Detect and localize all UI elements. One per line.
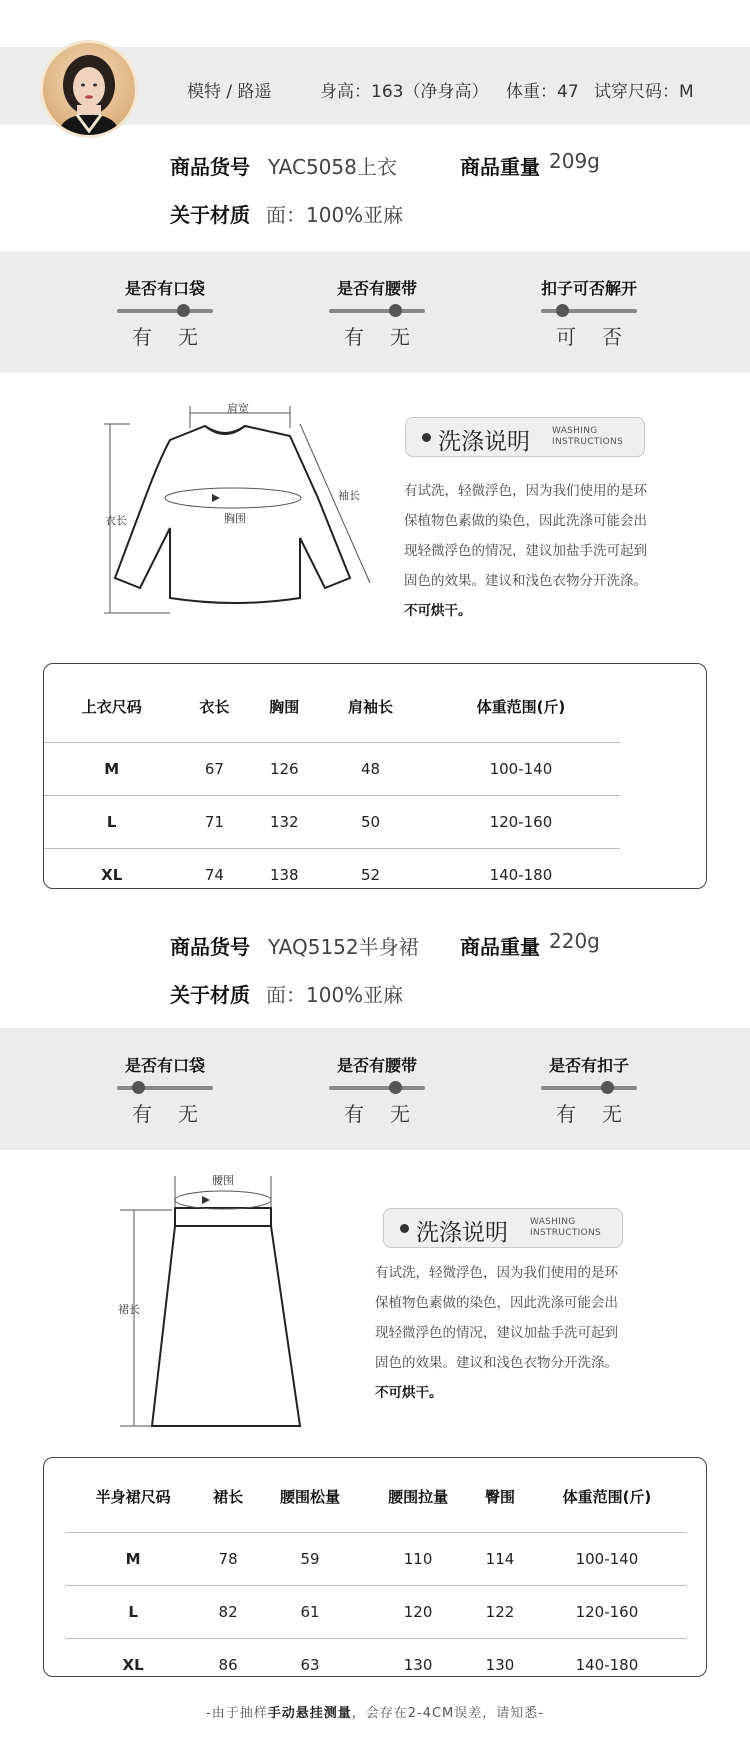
table-cell: 86 xyxy=(200,1639,256,1692)
washing-title-pill-2 xyxy=(383,1208,623,1248)
table-cell: 52 xyxy=(319,849,422,902)
slider-knob-icon xyxy=(389,1081,402,1094)
skirt-garment-diagram xyxy=(110,1168,310,1432)
top-option-title-1: 是否有腰带 xyxy=(336,279,417,298)
measurement-note xyxy=(0,1702,750,1721)
washing-warning: 不可烘干。 xyxy=(404,603,472,619)
washing-title-en-1b: WASHING xyxy=(530,1217,576,1227)
table-cell: 71 xyxy=(179,796,249,849)
table-header: 半身裙尺码 xyxy=(95,1487,171,1506)
washing-warning-2: 不可烘干。 xyxy=(375,1385,443,1401)
table-cell: 140-180 xyxy=(528,1639,686,1692)
table-cell: 130 xyxy=(472,1639,528,1692)
option-label: 有 xyxy=(132,1102,152,1126)
table-row xyxy=(44,743,620,796)
option-label: 无 xyxy=(390,1102,410,1126)
option-label: 无 xyxy=(178,325,198,349)
top-garment-diagram xyxy=(100,398,380,620)
model-portrait-icon xyxy=(43,43,135,135)
table-cell: 126 xyxy=(249,743,319,796)
table-cell: L xyxy=(66,1586,200,1639)
washing-title-en xyxy=(552,426,623,448)
table-cell: 132 xyxy=(249,796,319,849)
top-option-title-2: 扣子可否解开 xyxy=(540,279,637,298)
skirt-option-labels-0 xyxy=(110,1098,220,1127)
table-header: 体重范围(斤) xyxy=(476,697,566,716)
model-size: 试穿尺码：M xyxy=(594,82,694,102)
washing-title-2: 洗涤说明 xyxy=(416,1220,508,1246)
option-label: 有 xyxy=(132,325,152,349)
bullet-icon xyxy=(400,1224,409,1233)
note-pre: -由于抽样 xyxy=(206,1706,268,1721)
top-option-labels-1 xyxy=(322,321,432,350)
slider-knob-icon xyxy=(177,304,190,317)
option-label: 有 xyxy=(344,325,364,349)
washing-text-2: 有试洗，轻微浮色，因为我们使用的是环保植物色素做的染色，因此洗涤可能会出现轻微浮色的情况，建议加盐手洗可起到固色的效果。建议和浅色衣物分开洗涤。 xyxy=(375,1265,618,1371)
skirt-material-value: 面：100%亚麻 xyxy=(266,983,404,1007)
table-cell: L xyxy=(44,796,179,849)
skirt-option-slider-1 xyxy=(329,1086,425,1090)
skirt-option-title-2: 是否有扣子 xyxy=(548,1056,629,1075)
diagram-label-length: 衣长 xyxy=(105,514,127,527)
skirt-sku-value: YAQ5152半身裙 xyxy=(268,935,419,959)
table-cell: 110 xyxy=(364,1533,472,1586)
top-size-table xyxy=(44,670,620,901)
table-cell: M xyxy=(44,743,179,796)
table-header: 衣长 xyxy=(199,697,230,716)
option-label: 有 xyxy=(556,1102,576,1126)
skirt-size-table xyxy=(66,1460,686,1691)
top-weight-value: 209g xyxy=(549,149,600,173)
top-option-slider-2 xyxy=(541,309,637,313)
model-height: 身高：163（净身高） xyxy=(320,82,489,102)
skirt-option-labels-2 xyxy=(534,1098,644,1127)
table-cell: 114 xyxy=(472,1533,528,1586)
top-option-slider-0 xyxy=(117,309,213,313)
option-label: 否 xyxy=(602,325,622,349)
table-cell: XL xyxy=(44,849,179,902)
table-cell: 130 xyxy=(364,1639,472,1692)
top-option-labels-0 xyxy=(110,321,220,350)
washing-text: 有试洗，轻微浮色，因为我们使用的是环保植物色素做的染色，因此洗涤可能会出现轻微浮色的情况，建议加盐手洗可起到固色的效果。建议和浅色衣物分开洗涤。 xyxy=(404,483,647,589)
diagram-label-skirt-length: 裙长 xyxy=(118,1303,140,1316)
table-cell: 120-160 xyxy=(528,1586,686,1639)
table-cell: 82 xyxy=(200,1586,256,1639)
washing-body xyxy=(404,476,654,626)
table-cell: 50 xyxy=(319,796,422,849)
top-material-key: 关于材质 xyxy=(170,203,250,227)
washing-title: 洗涤说明 xyxy=(438,429,530,455)
table-header: 上衣尺码 xyxy=(81,697,142,716)
option-label: 可 xyxy=(556,325,576,349)
table-cell: 48 xyxy=(319,743,422,796)
washing-title-en-2: INSTRUCTIONS xyxy=(552,437,624,447)
table-cell: 63 xyxy=(256,1639,364,1692)
table-row xyxy=(66,1533,686,1586)
slider-knob-icon xyxy=(556,304,569,317)
table-header: 胸围 xyxy=(269,697,300,716)
table-row xyxy=(66,1639,686,1692)
diagram-label-waist: 腰围 xyxy=(212,1174,234,1187)
skirt-option-slider-0 xyxy=(117,1086,213,1090)
table-cell: 100-140 xyxy=(528,1533,686,1586)
washing-title-en-2 xyxy=(530,1217,601,1239)
table-cell: 122 xyxy=(472,1586,528,1639)
slider-knob-icon xyxy=(601,1081,614,1094)
table-header: 肩袖长 xyxy=(348,697,394,716)
note-post: ，会存在2-4CM误差，请知悉- xyxy=(351,1706,544,1721)
slider-knob-icon xyxy=(132,1081,145,1094)
skirt-weight-key: 商品重量 xyxy=(460,935,540,959)
top-option-labels-2 xyxy=(534,321,644,350)
skirt-material-key: 关于材质 xyxy=(170,983,250,1007)
washing-title-pill xyxy=(405,417,645,457)
table-cell: 100-140 xyxy=(422,743,620,796)
table-header: 腰围拉量 xyxy=(388,1487,449,1506)
table-cell: 120 xyxy=(364,1586,472,1639)
option-label: 有 xyxy=(344,1102,364,1126)
table-cell: 59 xyxy=(256,1533,364,1586)
table-header: 体重范围(斤) xyxy=(562,1487,652,1506)
table-cell: 67 xyxy=(179,743,249,796)
table-row xyxy=(44,849,620,902)
skirt-option-title-1: 是否有腰带 xyxy=(336,1056,417,1075)
table-cell: 120-160 xyxy=(422,796,620,849)
top-material-value: 面：100%亚麻 xyxy=(266,203,404,227)
top-option-slider-1 xyxy=(329,309,425,313)
table-cell: 138 xyxy=(249,849,319,902)
skirt-option-slider-2 xyxy=(541,1086,637,1090)
skirt-option-labels-1 xyxy=(322,1098,432,1127)
table-header: 裙长 xyxy=(213,1487,244,1506)
top-option-title-0: 是否有口袋 xyxy=(124,279,205,298)
washing-title-en-2b: INSTRUCTIONS xyxy=(530,1228,602,1238)
option-label: 无 xyxy=(390,325,410,349)
table-cell: 140-180 xyxy=(422,849,620,902)
table-header: 臀围 xyxy=(484,1487,515,1506)
table-row xyxy=(44,796,620,849)
diagram-label-sleeve: 袖长 xyxy=(338,489,360,502)
model-avatar xyxy=(40,40,138,138)
diagram-label-chest: 胸围 xyxy=(224,512,246,525)
model-weight: 体重：47 xyxy=(506,82,579,102)
table-cell: XL xyxy=(66,1639,200,1692)
skirt-weight-value: 220g xyxy=(549,929,600,953)
top-sku-key: 商品货号 xyxy=(170,155,250,179)
table-cell: 61 xyxy=(256,1586,364,1639)
table-row xyxy=(66,1586,686,1639)
top-sku-value: YAC5058上衣 xyxy=(268,155,397,179)
note-bold: 手动悬挂测量 xyxy=(267,1706,352,1721)
washing-body-2 xyxy=(375,1258,625,1408)
table-header: 腰围松量 xyxy=(280,1487,341,1506)
table-cell: 74 xyxy=(179,849,249,902)
washing-title-en-1: WASHING xyxy=(552,426,598,436)
bullet-icon xyxy=(422,433,431,442)
model-name: 模特 / 路遥 xyxy=(187,82,272,102)
option-label: 无 xyxy=(602,1102,622,1126)
option-label: 无 xyxy=(178,1102,198,1126)
top-weight-key: 商品重量 xyxy=(460,155,540,179)
skirt-option-title-0: 是否有口袋 xyxy=(124,1056,205,1075)
table-cell: M xyxy=(66,1533,200,1586)
slider-knob-icon xyxy=(389,304,402,317)
skirt-sku-key: 商品货号 xyxy=(170,935,250,959)
diagram-label-shoulder: 肩宽 xyxy=(227,402,249,415)
table-cell: 78 xyxy=(200,1533,256,1586)
